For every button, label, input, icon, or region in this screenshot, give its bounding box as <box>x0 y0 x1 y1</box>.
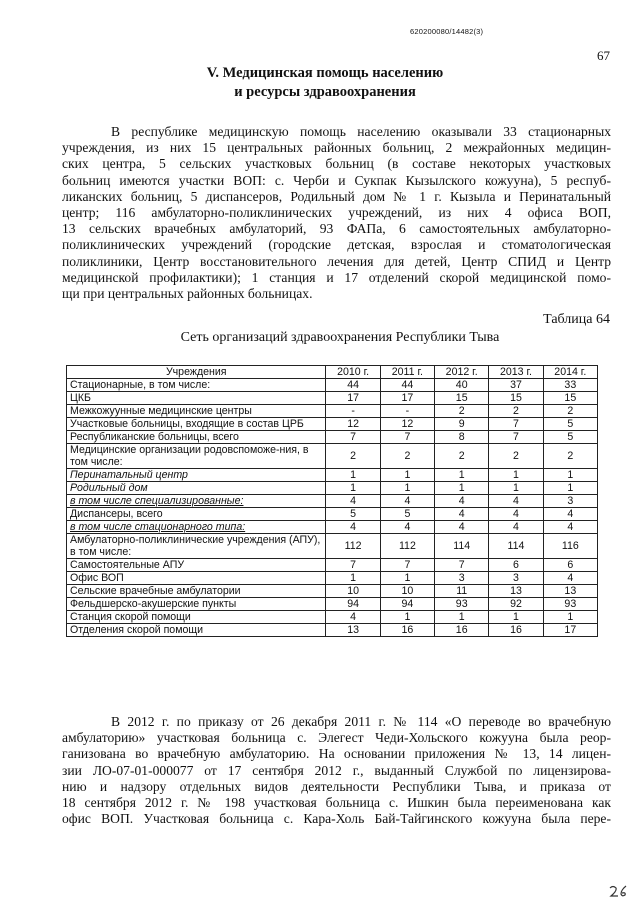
cell-value: 1 <box>380 572 434 585</box>
cell-value: 16 <box>380 624 434 637</box>
cell-value: 3 <box>435 572 489 585</box>
cell-value: 1 <box>380 469 434 482</box>
text-line: медицинской профилактики); 1 станция и 17 отделений скорой медицинской помо- <box>62 269 611 285</box>
row-label: Станция скорой помощи <box>67 611 326 624</box>
text-line: В республике медицинскую помощь населению оказывали 33 стационарных <box>111 124 611 139</box>
cell-value: 9 <box>435 418 489 431</box>
cell-value: 1 <box>326 482 380 495</box>
table-row <box>67 585 598 598</box>
text-line: В 2012 г. по приказу от 26 декабря 2011 г. № 114 «О переводе во врачебную <box>111 714 611 729</box>
paragraph-reorganization <box>62 714 611 827</box>
cell-value: 10 <box>380 585 434 598</box>
cell-value: 44 <box>380 379 434 392</box>
cell-value: 1 <box>380 611 434 624</box>
cell-value: 4 <box>489 521 543 534</box>
cell-value: 2 <box>435 444 489 469</box>
cell-value: 1 <box>380 482 434 495</box>
table-row <box>67 521 598 534</box>
text-line: поликлиники, Центр восстановительного лечения для детей, Центр СПИД и Центр <box>62 253 611 269</box>
section-title-line-2: и ресурсы здравоохранения <box>234 84 416 100</box>
cell-value: 112 <box>326 534 380 559</box>
row-label: Фельдшерско-акушерские пункты <box>67 598 326 611</box>
table-row <box>67 534 598 559</box>
cell-value: 12 <box>326 418 380 431</box>
header-year: 2012 г. <box>435 366 489 379</box>
row-label: в том числе стационарного типа: <box>67 521 326 534</box>
cell-value: 7 <box>489 431 543 444</box>
header-year: 2014 г. <box>543 366 597 379</box>
cell-value: 93 <box>543 598 597 611</box>
table-row <box>67 379 598 392</box>
cell-value: 37 <box>489 379 543 392</box>
row-label: Медицинские организации родовспоможе-ния, в том числе: <box>67 444 326 469</box>
document-id: 620200080/14482(3) <box>410 27 484 36</box>
text-line: ганизована во врачебную амбулаторию. На основании приложения № 13, 14 лицен- <box>62 746 611 762</box>
cell-value: 3 <box>489 572 543 585</box>
cell-value: 6 <box>489 559 543 572</box>
row-label: Отделения скорой помощи <box>67 624 326 637</box>
cell-value: 16 <box>435 624 489 637</box>
row-label: в том числе специализированные: <box>67 495 326 508</box>
table-row <box>67 572 598 585</box>
text-line: зии ЛО-07-01-000077 от 17 сентября 2012 г., выданный Службой по лицензирова- <box>62 762 611 778</box>
cell-value: 93 <box>435 598 489 611</box>
cell-value: 17 <box>543 624 597 637</box>
cell-value: 7 <box>326 431 380 444</box>
table-row <box>67 508 598 521</box>
table-row <box>67 444 598 469</box>
row-label: Амбулаторно-поликлинические учреждения (АПУ), в том числе: <box>67 534 326 559</box>
text-line: ликанских больниц, 5 диспансеров, Родильный дом № 1 г. Кызыла и Перинатальный <box>62 188 611 204</box>
cell-value: 40 <box>435 379 489 392</box>
cell-value: 6 <box>543 559 597 572</box>
cell-value: 7 <box>435 559 489 572</box>
text-line: амбулаторию» участковая больница с. Элегест Чеди-Хольского кожууна была реор- <box>62 730 611 746</box>
cell-value: 13 <box>489 585 543 598</box>
row-label: Диспансеры, всего <box>67 508 326 521</box>
row-label: Межкожуунные медицинские центры <box>67 405 326 418</box>
row-label: Республиканские больницы, всего <box>67 431 326 444</box>
cell-value: 17 <box>326 392 380 405</box>
row-label: Участковые больницы, входящие в состав ЦРБ <box>67 418 326 431</box>
table-row <box>67 495 598 508</box>
paragraph-intro <box>62 124 611 302</box>
row-label: Родильный дом <box>67 482 326 495</box>
cell-value: 112 <box>380 534 434 559</box>
row-label: Самостоятельные АПУ <box>67 559 326 572</box>
cell-value: 13 <box>326 624 380 637</box>
cell-value: 4 <box>543 572 597 585</box>
cell-value: 5 <box>326 508 380 521</box>
cell-value: 15 <box>543 392 597 405</box>
handwritten-page-mark <box>608 884 630 898</box>
header-year: 2011 г. <box>380 366 434 379</box>
cell-value: 4 <box>435 508 489 521</box>
cell-value: 5 <box>543 431 597 444</box>
cell-value: 2 <box>489 444 543 469</box>
cell-value: 2 <box>380 444 434 469</box>
table-row <box>67 598 598 611</box>
cell-value: 15 <box>489 392 543 405</box>
cell-value: 3 <box>543 495 597 508</box>
cell-value: 1 <box>543 611 597 624</box>
cell-value: 1 <box>326 572 380 585</box>
cell-value: 4 <box>435 521 489 534</box>
cell-value: - <box>326 405 380 418</box>
cell-value: 94 <box>380 598 434 611</box>
table-row <box>67 624 598 637</box>
table-row <box>67 482 598 495</box>
healthcare-network-table <box>66 365 598 637</box>
cell-value: 4 <box>489 495 543 508</box>
cell-value: 94 <box>326 598 380 611</box>
cell-value: 1 <box>435 482 489 495</box>
cell-value: 7 <box>380 559 434 572</box>
text-line: щи при центральных районных больницах. <box>62 286 313 302</box>
cell-value: 1 <box>489 482 543 495</box>
cell-value: 1 <box>489 611 543 624</box>
cell-value: 1 <box>435 469 489 482</box>
cell-value: 4 <box>326 611 380 624</box>
table-row <box>67 469 598 482</box>
cell-value: 2 <box>543 405 597 418</box>
cell-value: 5 <box>543 418 597 431</box>
cell-value: 17 <box>380 392 434 405</box>
cell-value: 12 <box>380 418 434 431</box>
cell-value: 1 <box>435 611 489 624</box>
row-label: Сельские врачебные амбулатории <box>67 585 326 598</box>
cell-value: 2 <box>543 444 597 469</box>
cell-value: 7 <box>380 431 434 444</box>
cell-value: 11 <box>435 585 489 598</box>
row-label: ЦКБ <box>67 392 326 405</box>
table-caption: Сеть организаций здравоохранения Республики Тыва <box>180 330 500 345</box>
cell-value: 92 <box>489 598 543 611</box>
cell-value: 2 <box>435 405 489 418</box>
cell-value: 1 <box>543 482 597 495</box>
section-title-line-1: V. Медицинская помощь населению <box>206 65 444 81</box>
cell-value: 44 <box>326 379 380 392</box>
table-row <box>67 405 598 418</box>
cell-value: 33 <box>543 379 597 392</box>
cell-value: 4 <box>326 495 380 508</box>
table-body <box>67 379 598 637</box>
text-line: 13 сельских врачебных амбулаторий, 93 ФАПа, 6 самостоятельных амбулаторно- <box>62 221 611 237</box>
cell-value: 10 <box>326 585 380 598</box>
text-line: поликлинических учреждений (городские детская, взрослая и стоматологическая <box>62 237 611 253</box>
row-label: Стационарные, в том числе: <box>67 379 326 392</box>
table-header-row <box>67 366 598 379</box>
table-row <box>67 611 598 624</box>
cell-value: 5 <box>380 508 434 521</box>
table-row <box>67 559 598 572</box>
text-line: больниц имеются участки ВОП: с. Черби и Сукпак Кызылского кожууна), 5 респуб- <box>62 172 611 188</box>
cell-value: 4 <box>435 495 489 508</box>
table-row <box>67 431 598 444</box>
cell-value: 116 <box>543 534 597 559</box>
cell-value: 114 <box>489 534 543 559</box>
cell-value: 4 <box>380 495 434 508</box>
text-line: 18 сентября 2012 г. № 198 участковая больница с. Ишкин была переименована как <box>62 795 611 811</box>
text-line: учреждения, из них 15 центральных районных больниц, 2 межрайонных медицин- <box>62 140 611 156</box>
cell-value: 114 <box>435 534 489 559</box>
cell-value: 2 <box>489 405 543 418</box>
text-line: ских центра, 5 сельских участковых больниц (в составе некоторых участковых <box>62 156 611 172</box>
cell-value: 1 <box>489 469 543 482</box>
text-line: офис ВОП. Участковая больница с. Кара-Холь Бай-Тайгинского кожууна была пере- <box>62 811 611 827</box>
cell-value: 2 <box>326 444 380 469</box>
cell-value: 8 <box>435 431 489 444</box>
cell-value: - <box>380 405 434 418</box>
text-line: центр; 116 амбулаторно-поликлинических учреждений, из них 4 офиса ВОП, <box>62 205 611 221</box>
cell-value: 7 <box>489 418 543 431</box>
header-year: 2013 г. <box>489 366 543 379</box>
cell-value: 4 <box>380 521 434 534</box>
cell-value: 16 <box>489 624 543 637</box>
section-title <box>110 64 540 102</box>
header-year: 2010 г. <box>326 366 380 379</box>
table-row <box>67 392 598 405</box>
cell-value: 7 <box>326 559 380 572</box>
cell-value: 13 <box>543 585 597 598</box>
cell-value: 4 <box>326 521 380 534</box>
page-number: 67 <box>597 48 610 63</box>
row-label: Офис ВОП <box>67 572 326 585</box>
text-line: нию и надзору отдельных видов деятельности Республики Тыва, и приказа от <box>62 778 611 794</box>
cell-value: 15 <box>435 392 489 405</box>
cell-value: 4 <box>543 521 597 534</box>
table-row <box>67 418 598 431</box>
cell-value: 1 <box>543 469 597 482</box>
header-institutions: Учреждения <box>67 366 326 379</box>
cell-value: 1 <box>326 469 380 482</box>
table-label: Таблица 64 <box>543 312 610 327</box>
row-label: Перинатальный центр <box>67 469 326 482</box>
cell-value: 4 <box>489 508 543 521</box>
cell-value: 4 <box>543 508 597 521</box>
